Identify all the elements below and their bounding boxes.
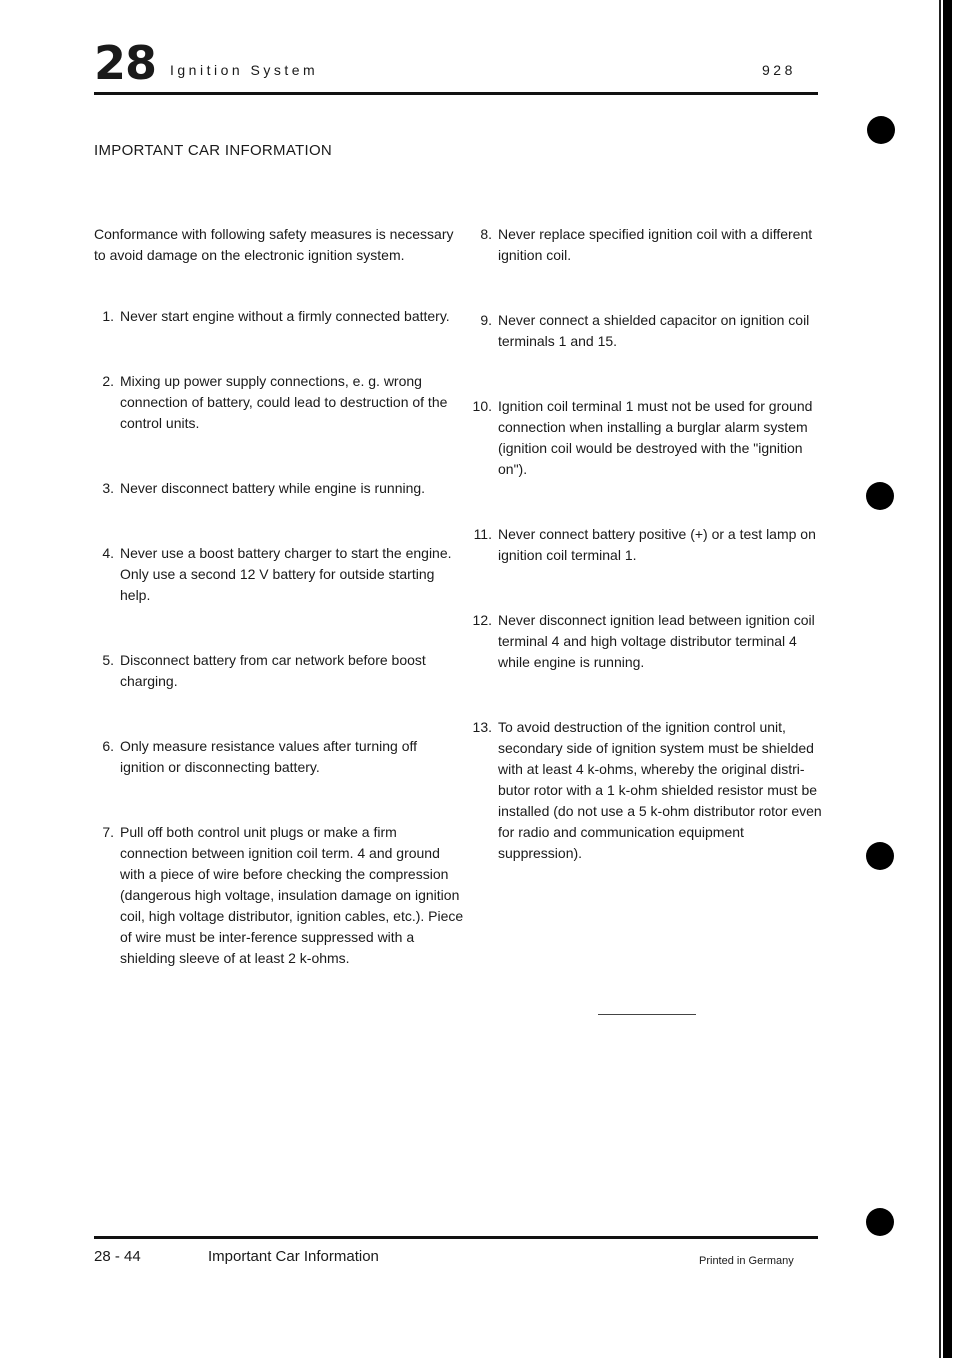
item-text: To avoid destruction of the ignition control unit, secondary side of ignition system must be shielded with at least 4 k-ohms, whereby the original distri-butor rotor with a 1 k-ohm shielded resistor must be installed (do not use a 5 k-ohm distributor rotor even for radio and communication equipment suppression). — [498, 719, 822, 861]
chapter-number: 28 — [94, 36, 157, 90]
item-text: Only measure resistance values after turning off ignition or disconnecting battery. — [120, 738, 418, 775]
list-item — [94, 736, 464, 778]
list-item — [456, 310, 826, 352]
item-text: Never disconnect ignition lead between ignition coil terminal 4 and high voltage distributor terminal 4 while engine is running. — [498, 612, 815, 670]
section-title: IMPORTANT CAR INFORMATION — [94, 142, 333, 159]
item-number: 8. — [480, 226, 492, 242]
list-item — [456, 396, 826, 480]
item-text: Never connect a shielded capacitor on ignition coil terminals 1 and 15. — [498, 312, 810, 349]
binder-hole — [866, 482, 894, 510]
footer-title: Important Car Information — [208, 1248, 379, 1265]
binder-hole — [866, 1208, 894, 1236]
chapter-title: Ignition System — [170, 62, 319, 78]
item-number: 7. — [102, 824, 114, 840]
item-number: 1. — [102, 308, 114, 324]
list-item — [456, 717, 826, 864]
list-item — [456, 610, 826, 673]
header-rule — [94, 92, 818, 95]
item-number: 13. — [472, 719, 492, 735]
item-text: Never disconnect battery while engine is running. — [120, 480, 426, 496]
right-column — [456, 224, 826, 864]
left-column — [94, 306, 464, 969]
page-number: 28 - 44 — [94, 1248, 141, 1265]
item-text: Never start engine without a firmly connected battery. — [120, 308, 450, 324]
list-item — [94, 650, 464, 692]
item-number: 10. — [472, 398, 492, 414]
end-rule — [598, 1014, 696, 1015]
binder-hole — [866, 842, 894, 870]
item-text: Disconnect battery from car network before boost charging. — [120, 652, 426, 689]
item-number: 6. — [102, 738, 114, 754]
page-edge-bar — [943, 0, 952, 1358]
item-number: 12. — [472, 612, 492, 628]
list-item — [94, 822, 464, 969]
list-item — [94, 306, 464, 327]
item-text: Never connect battery positive (+) or a test lamp on ignition coil terminal 1. — [498, 526, 816, 563]
item-text: Never use a boost battery charger to start the engine. Only use a second 12 V battery for outside starting help. — [120, 545, 452, 603]
list-item — [94, 371, 464, 434]
model-number: 928 — [762, 62, 796, 78]
list-item — [456, 224, 826, 266]
item-number: 5. — [102, 652, 114, 668]
item-number: 9. — [480, 312, 492, 328]
list-item — [456, 524, 826, 566]
item-text: Pull off both control unit plugs or make a firm connection between ignition coil term. 4 and ground with a piece of wire before checking the compression (dangerous high voltage, insulation damage on ignition coil, high voltage distributor, ignition cables, etc.). Piece of wire must be inter-ference suppressed with a shielding sleeve of at least 2 k-ohms. — [120, 824, 464, 966]
item-number: 11. — [473, 526, 492, 542]
item-text: Never replace specified ignition coil with a different ignition coil. — [498, 226, 813, 263]
item-number: 2. — [102, 373, 114, 389]
item-number: 3. — [102, 480, 114, 496]
footer-rule — [94, 1236, 818, 1239]
intro-paragraph: Conformance with following safety measures is necessary to avoid damage on the electronic ignition system. — [94, 226, 454, 263]
item-text: Mixing up power supply connections, e. g. wrong connection of battery, could lead to destruction of the control units. — [120, 373, 448, 431]
list-item — [94, 543, 464, 606]
page-edge-line — [939, 0, 941, 1358]
printed-in: Printed in Germany — [699, 1255, 794, 1267]
binder-hole — [867, 116, 895, 144]
item-number: 4. — [102, 545, 114, 561]
list-item — [94, 478, 464, 499]
item-text: Ignition coil terminal 1 must not be used for ground connection when installing a burglar alarm system (ignition coil would be destroyed with the "ignition on"). — [498, 398, 813, 477]
